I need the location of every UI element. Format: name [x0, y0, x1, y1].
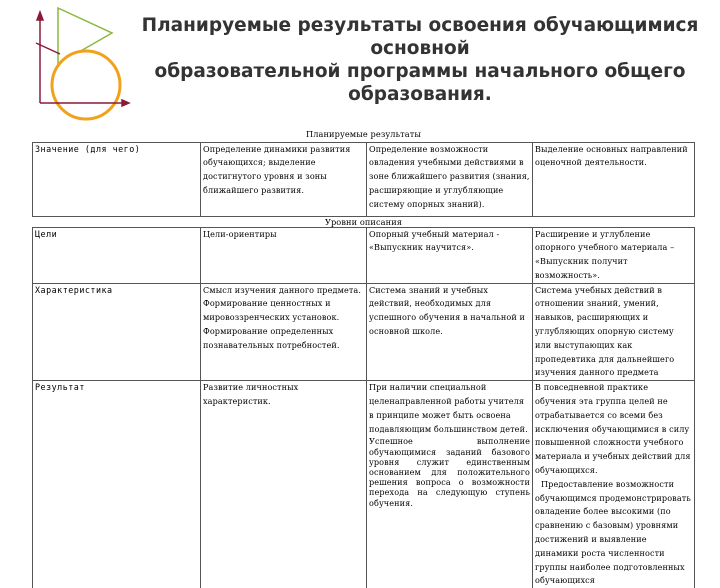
- table-cell: Определение возможности овладения учебными действиями в зоне ближайшего развития (знания, расширяющие и углубляющие систему опорных знаний).: [367, 142, 533, 216]
- table-cell: Опорный учебный материал - «Выпускник научится».: [367, 227, 533, 283]
- title-line: образовательной программы начального общего: [154, 61, 686, 82]
- table-header-levels: Уровни описания: [33, 216, 695, 227]
- table-cell: Система учебных действий в отношении знаний, умений, навыков, расширяющих и углубляющих опорную систему или выступающих как пропедевтика для дальнейшего изучения данного предмета: [533, 283, 695, 381]
- row-label: Характеристика: [33, 283, 201, 381]
- table-row-characteristic: [33, 283, 695, 381]
- cell-paragraph: При наличии специальной целенаправленной работы учителя в принципе может быть освоена подавляющим большинством детей.: [369, 382, 528, 434]
- table-cell: Система знаний и учебных действий, необходимых для успешного обучения в начальной и основной школе.: [367, 283, 533, 381]
- results-table: [32, 129, 695, 588]
- cell-paragraph: Предоставление возможности обучающимся продемонстрировать овладение более высокими (по сравнению с базовым) уровнями достижений и выявление динамики роста численности группы наиболее подготовленных обучающихся: [535, 478, 691, 586]
- cell-paragraph: В повседневной практике обучения эта группа целей не отрабатывается со всеми без исключения обучающимися в силу повышенной сложности учебного материала и учебных действий для обучающихся.: [535, 382, 691, 476]
- title-line: Планируемые результаты освоения обучающимися: [141, 15, 699, 36]
- table-cell: Расширение и углубление опорного учебного материала – «Выпускник получит возможность».: [533, 227, 695, 283]
- page-title: [140, 14, 700, 106]
- title-line: образования.: [348, 84, 492, 105]
- table-cell: [367, 381, 533, 588]
- table-cell: [533, 381, 695, 588]
- cell-paragraph: Успешное выполнение обучающимися заданий базового уровня служит единственным основанием для положительного решения вопроса о возможности перехода на следующую ступень обучения.: [369, 436, 530, 508]
- table-cell: Смысл изучения данного предмета. Формирование ценностных и мировоззренческих установок. Формирование определенных познавательных потребностей.: [201, 283, 367, 381]
- table-cell: Цели-ориентиры: [201, 227, 367, 283]
- table-header-planned-results: Планируемые результаты: [33, 129, 695, 142]
- table-row-goals: [33, 227, 695, 283]
- title-line: основной: [370, 38, 470, 59]
- row-label: Цели: [33, 227, 201, 283]
- table-cell: Выделение основных направлений оценочной деятельности.: [533, 142, 695, 216]
- table-cell: Определение динамики развития обучающихся; выделение достигнутого уровня и зоны ближайшего развития.: [201, 142, 367, 216]
- circle-shape-icon: [52, 51, 120, 119]
- table-row-result: [33, 381, 695, 588]
- table-cell: Развитие личностных характеристик.: [201, 381, 367, 588]
- row-label: Значение (для чего): [33, 142, 201, 216]
- row-label: Результат: [33, 381, 201, 588]
- table-row-meaning: [33, 142, 695, 216]
